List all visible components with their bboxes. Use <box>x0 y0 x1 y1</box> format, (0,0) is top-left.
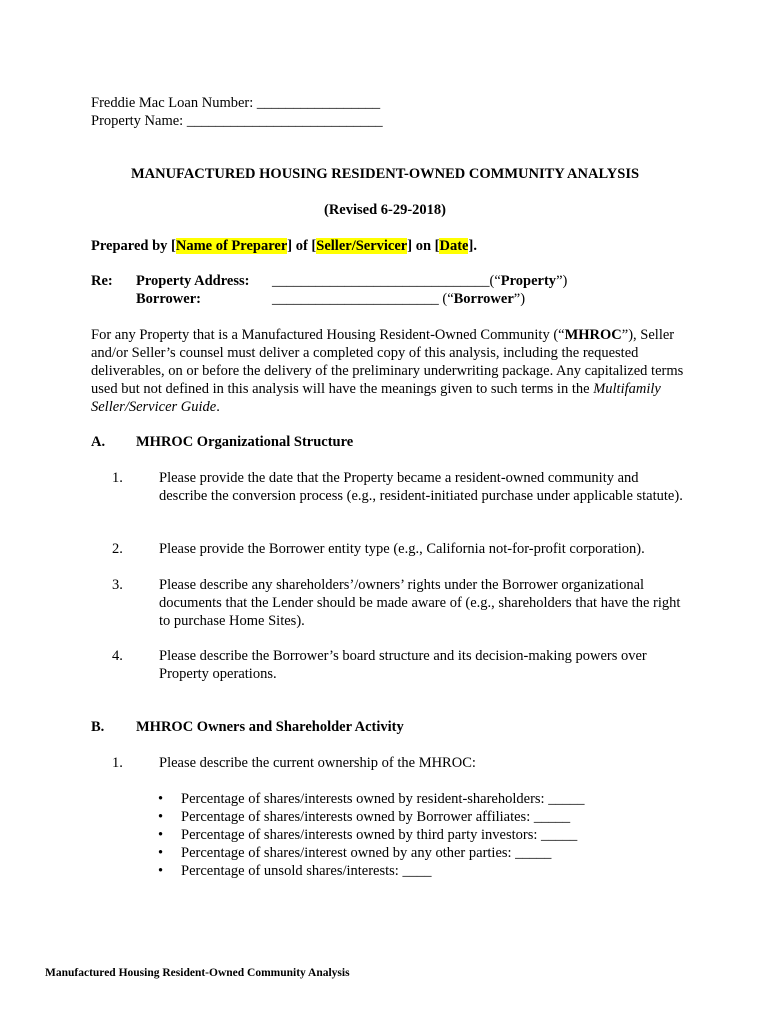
section-a-letter: A. <box>91 434 106 450</box>
ownership-bullet-item: Percentage of shares/interests owned by resident-shareholders: _____ <box>181 791 585 807</box>
ownership-bullet-item: Percentage of shares/interests owned by Borrower affiliates: _____ <box>181 809 571 825</box>
property-quote-close: ”) <box>556 273 568 289</box>
ownership-bullet-item: Percentage of shares/interests owned by third party investors: _____ <box>181 827 578 843</box>
section-a-item-1-text: Please provide the date that the Property became a resident-owned community and describe the conversion process (e.g., resident-initiated purchase under applicable statute). <box>159 470 683 504</box>
ownership-bullet-item: Percentage of shares/interest owned by any other parties: _____ <box>181 845 552 861</box>
section-b-item-1-number: 1. <box>112 755 123 771</box>
bullet-icon: • <box>158 827 164 843</box>
prepared-by-line <box>91 237 477 255</box>
section-b-heading: MHROC Owners and Shareholder Activity <box>136 719 404 735</box>
loan-number-line: Freddie Mac Loan Number: _________________ <box>91 95 381 111</box>
preparer-placeholder: Name of Preparer <box>175 238 288 254</box>
page-footer: Manufactured Housing Resident-Owned Community Analysis <box>45 967 350 979</box>
prepared-prefix: Prepared by [ <box>91 238 176 254</box>
bullet-icon: • <box>158 845 164 861</box>
property-address-label: Property Address: <box>136 273 250 289</box>
prepared-mid1: ] of [ <box>287 238 317 254</box>
prepared-suffix: ]. <box>468 238 477 254</box>
bullet-icon: • <box>158 809 164 825</box>
property-address-blank: ______________________________ <box>272 273 490 289</box>
document-title: MANUFACTURED HOUSING RESIDENT-OWNED COMMUNITY ANALYSIS <box>130 166 640 182</box>
section-a-item-4-text: Please describe the Borrower’s board structure and its decision-making powers over Property operations. <box>159 648 647 682</box>
borrower-field <box>272 290 525 308</box>
borrower-blank: _______________________ (“ <box>272 291 454 307</box>
section-a-item-4-number: 4. <box>112 648 123 664</box>
property-address-field <box>272 272 567 290</box>
section-a-heading: MHROC Organizational Structure <box>136 434 354 450</box>
intro-part2: ”), Seller and/or Seller’s counsel must deliver a completed copy of this analysis, including the requested deliverables, on or before the delivery of the preliminary underwriting package. Any capitalized terms used but not defined in this analysis will have the meanings given to such terms in the <box>91 327 684 397</box>
section-a-item-2-number: 2. <box>112 541 123 557</box>
property-defined-term: Property <box>500 273 557 289</box>
intro-paragraph <box>91 326 691 416</box>
servicer-placeholder: Seller/Servicer <box>316 238 408 254</box>
intro-part1: For any Property that is a Manufactured Housing Resident-Owned Community (“ <box>91 327 565 343</box>
intro-part3: . <box>216 399 220 415</box>
ownership-bullet-item: Percentage of unsold shares/interests: ____ <box>181 863 432 879</box>
mhroc-defined-term: MHROC <box>564 327 622 343</box>
re-label: Re: <box>91 273 113 289</box>
section-a-item-3-text: Please describe any shareholders’/owners’ rights under the Borrower organizational documents that the Lender should be made aware of (e.g., shareholders that have the right to purchase Home Sites). <box>159 577 681 629</box>
section-a-item-3-number: 3. <box>112 577 123 593</box>
property-name-line: Property Name: ___________________________ <box>91 113 383 129</box>
date-placeholder: Date <box>439 238 469 254</box>
borrower-label: Borrower: <box>136 291 201 307</box>
bullet-icon: • <box>158 791 164 807</box>
section-b-letter: B. <box>91 719 105 735</box>
guide-title: Multifamily Seller/Servicer Guide <box>91 381 661 415</box>
borrower-defined-term: Borrower <box>453 291 514 307</box>
section-a-item-2-text: Please provide the Borrower entity type (e.g., California not-for-profit corporation). <box>159 541 645 557</box>
prepared-mid2: ] on [ <box>407 238 440 254</box>
bullet-icon: • <box>158 863 164 879</box>
borrower-quote-close: ”) <box>513 291 526 307</box>
property-quote-open: (“ <box>489 273 501 289</box>
section-a-item-1-number: 1. <box>112 470 123 486</box>
section-b-item-1-text: Please describe the current ownership of the MHROC: <box>159 755 476 771</box>
revision-date: (Revised 6-29-2018) <box>323 202 447 218</box>
